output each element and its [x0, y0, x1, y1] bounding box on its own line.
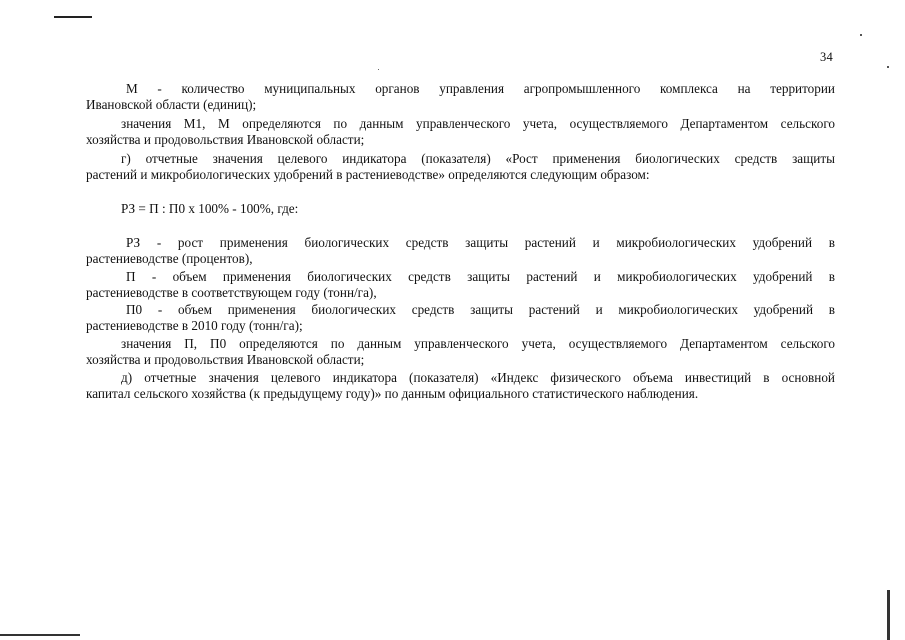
text-line: М - количество муниципальных органов управления агропромышленного комплекса на территории: [126, 81, 835, 96]
scan-mark-top: [54, 16, 92, 18]
text-line: хозяйства и продовольствия Ивановской области;: [86, 352, 365, 367]
text-line: Ивановской области (единиц);: [86, 97, 257, 112]
text-line: растений и микробиологических удобрений в растениеводстве» определяются следующим образом:: [86, 167, 650, 182]
text-line: растениеводстве в соответствующем году (тонн/га),: [86, 285, 377, 300]
page-number: 34: [820, 50, 834, 64]
text-line: капитал сельского хозяйства (к предыдущему году)» по данным официального статистического наблюдения.: [86, 386, 699, 401]
text-line: г) отчетные значения целевого индикатора (показателя) «Рост применения биологических средств защиты: [121, 151, 835, 166]
text-line: РЗ - рост применения биологических средств защиты растений и микробиологических удобрений в: [126, 235, 835, 250]
scan-speck: [860, 34, 862, 36]
scan-mark-bottom: [0, 634, 80, 636]
formula-line: РЗ = П : П0 х 100% - 100%, где:: [121, 201, 299, 216]
text-line: П - объем применения биологических средств защиты растений и микробиологических удобрений в: [126, 269, 835, 284]
text-line: значения М1, М определяются по данным управленческого учета, осуществляемого Департаментом сельского: [121, 116, 835, 131]
text-line: д) отчетные значения целевого индикатора (показателя) «Индекс физического объема инвестиций в основной: [121, 370, 835, 385]
scan-speck: [887, 66, 889, 68]
scan-speck: [378, 69, 379, 70]
text-line: П0 - объем применения биологических средств защиты растений и микробиологических удобрений в: [126, 302, 835, 317]
text-line: хозяйства и продовольствия Ивановской области;: [86, 132, 365, 147]
text-line: значения П, П0 определяются по данным управленческого учета, осуществляемого Департаментом сельского: [121, 336, 835, 351]
text-line: растениеводстве в 2010 году (тонн/га);: [86, 318, 303, 333]
text-line: растениеводстве (процентов),: [86, 251, 253, 266]
scan-mark-right: [887, 590, 890, 640]
